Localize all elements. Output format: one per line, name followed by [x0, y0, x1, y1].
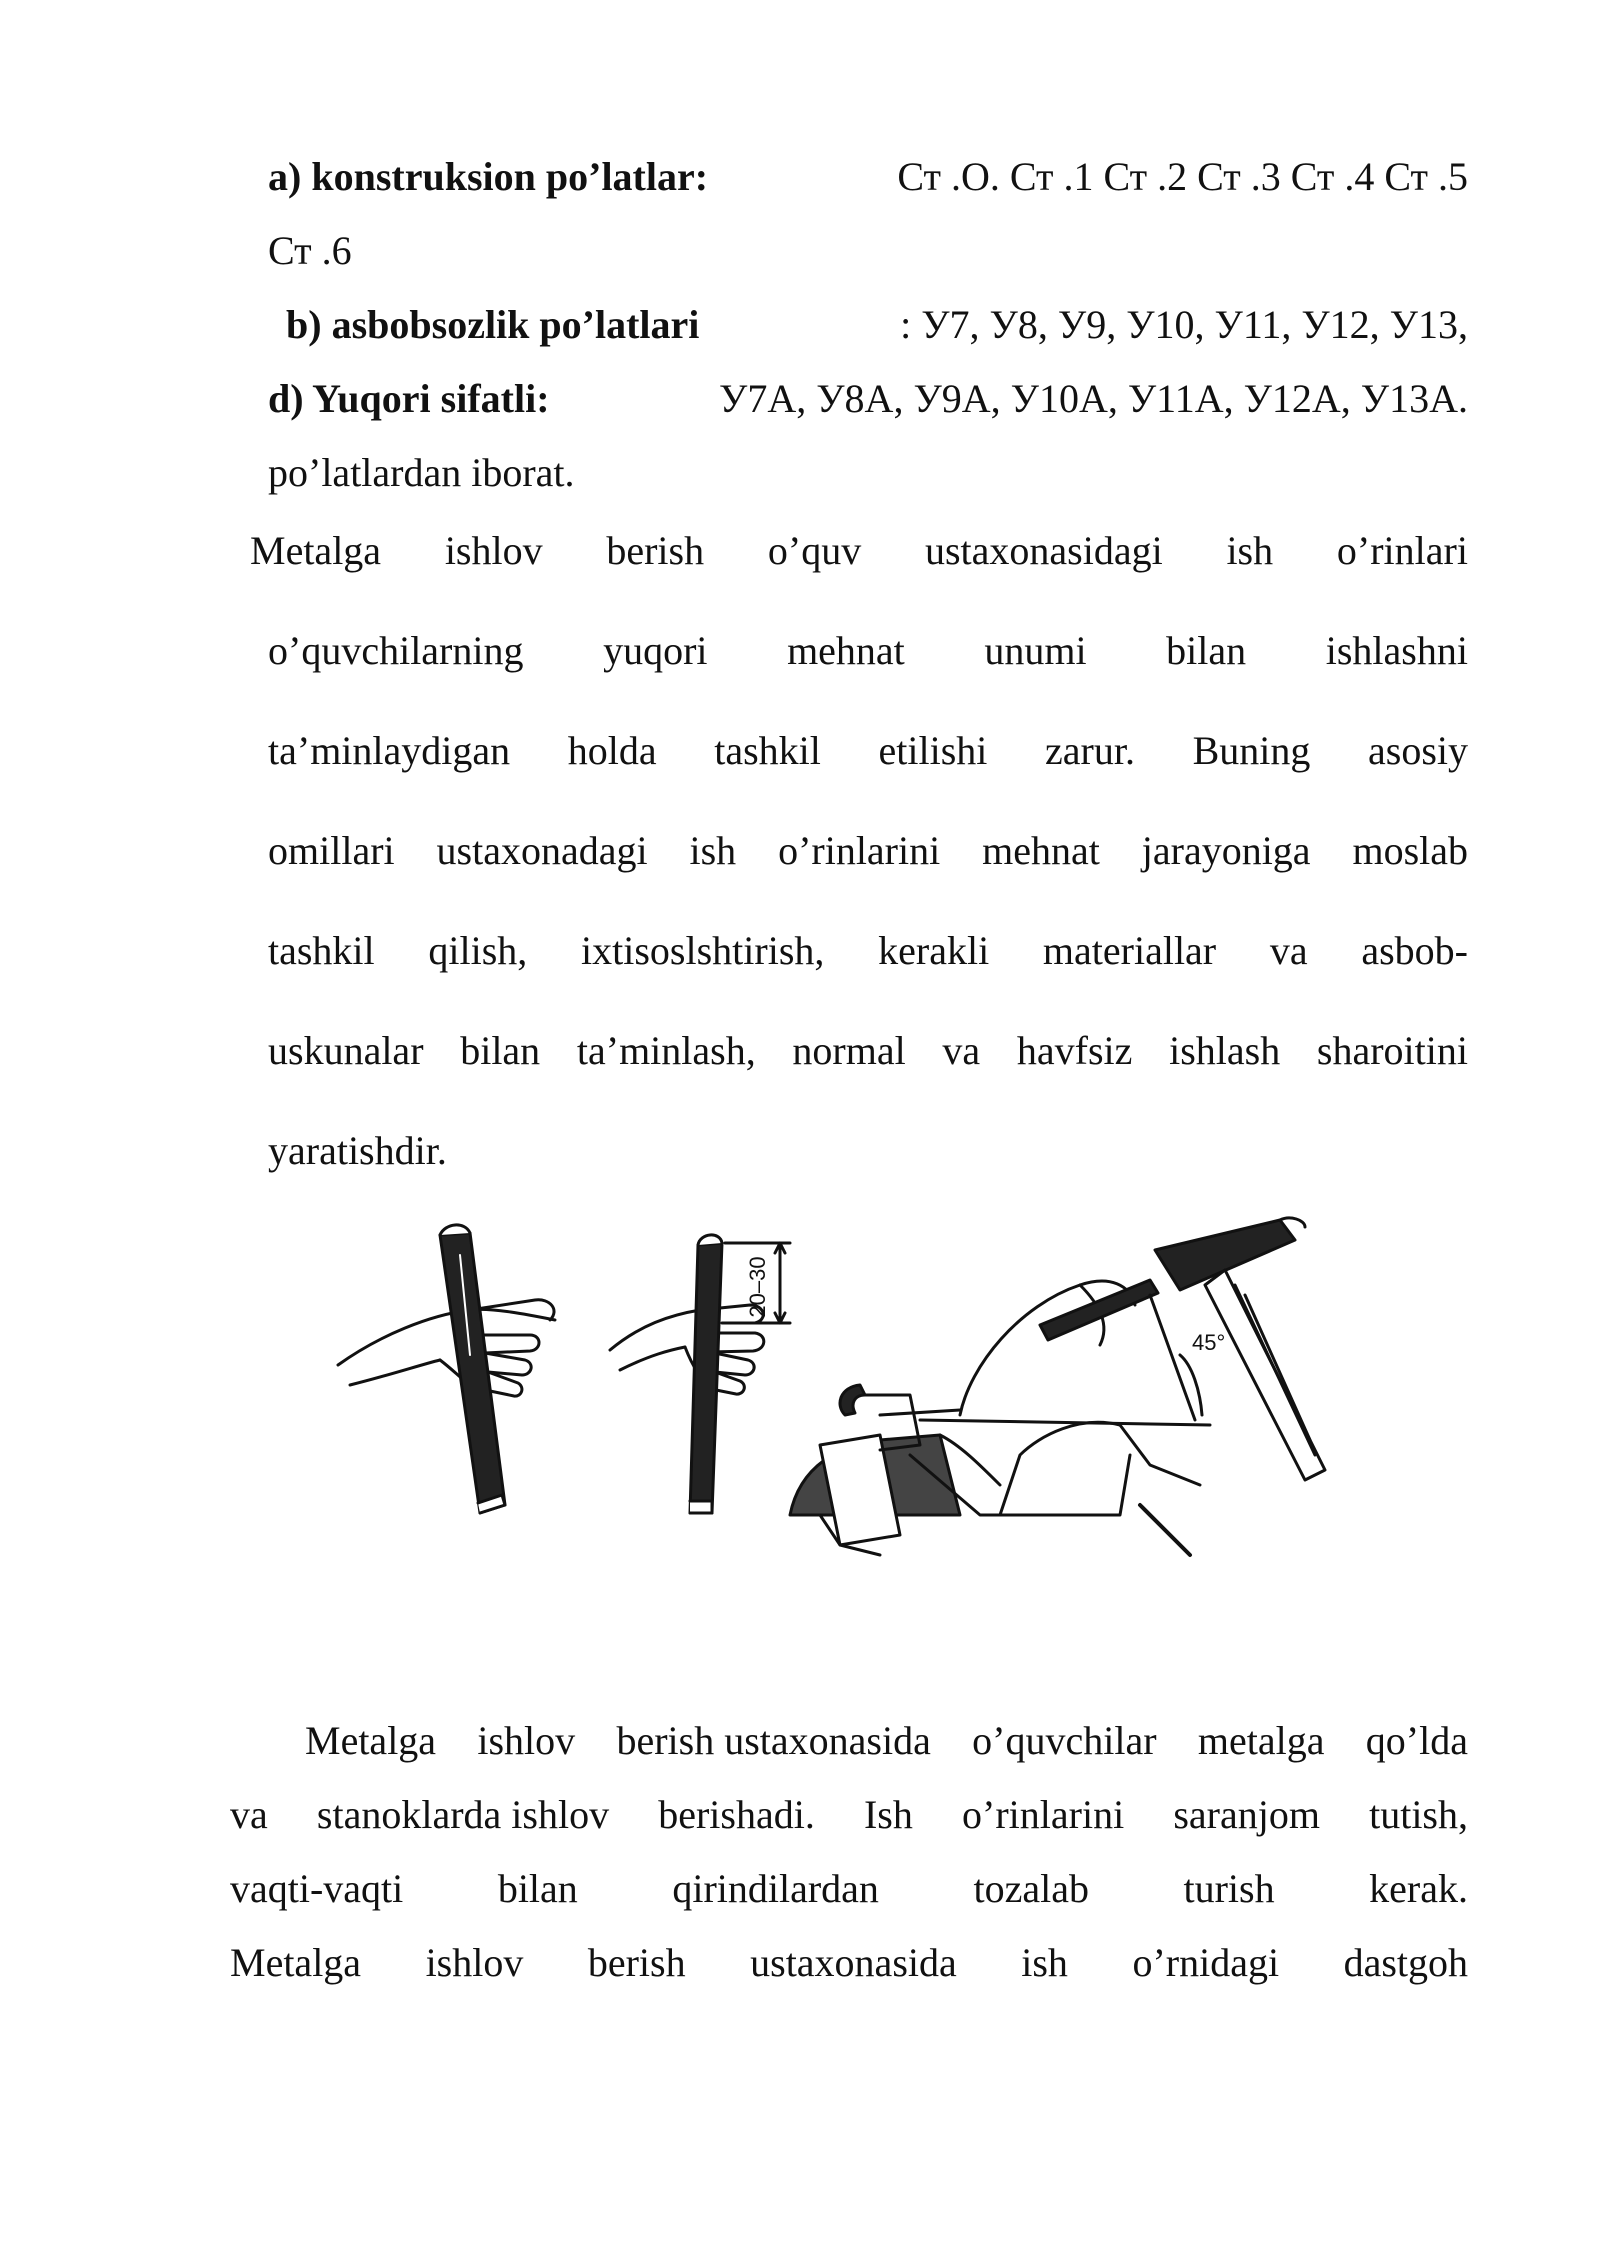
word: va [230, 1792, 268, 1837]
word: va [1269, 928, 1308, 973]
word: tashkil [714, 728, 821, 773]
word: metalga [1197, 1718, 1325, 1763]
list-d-label: d) Yuqori sifatli: [268, 376, 550, 421]
list-a-values: Ст .О. Ст .1 Ст .2 Ст .3 Ст .4 Ст .5 [897, 154, 1468, 199]
word: o’quvchilar [972, 1718, 1157, 1763]
word: o’quvchilarning [268, 628, 524, 673]
word: yuqori [603, 628, 708, 673]
list-b-label: b) asbobsozlik po’latlari [286, 302, 700, 347]
word: mehnat [982, 828, 1100, 873]
paragraph1-line-3 [268, 727, 1468, 775]
word: saranjom [1173, 1792, 1320, 1837]
list-item-d [268, 375, 1468, 423]
word: ishlov [444, 528, 543, 573]
word: ixtisoslshtirish, [581, 928, 825, 973]
word: unumi [984, 628, 1087, 673]
word: qirindilardan [672, 1866, 879, 1911]
word: moslab [1352, 828, 1468, 873]
word: o’quv [767, 528, 862, 573]
paragraph1-last-line: yaratishdir. [268, 1128, 447, 1173]
list-b-values: : У7, У8, У9, У10, У11, У12, У13, [900, 302, 1468, 347]
paragraph1-line-5 [268, 927, 1468, 975]
word: bilan [1166, 628, 1247, 673]
word: turish [1183, 1866, 1275, 1911]
word: ustaxonasida [750, 1940, 957, 1985]
angle-label: 45° [1192, 1330, 1226, 1355]
hand-chisel-icon [920, 1280, 1225, 1555]
paragraph2-line-3 [230, 1865, 1468, 1913]
dimension-label: 20–30 [745, 1256, 770, 1318]
word: normal [792, 1028, 906, 1073]
word: ish [1226, 528, 1274, 573]
word: sharoitini [1316, 1028, 1468, 1073]
word: asbob- [1361, 928, 1468, 973]
vise-icon [790, 1385, 1020, 1555]
word: omillari [268, 828, 395, 873]
paragraph1-line-2 [268, 627, 1468, 675]
word: berishadi. [658, 1792, 815, 1837]
paragraph1-line-6 [268, 1027, 1468, 1075]
word: ishlash [1169, 1028, 1281, 1073]
word: berish ustaxonasida [616, 1718, 931, 1763]
word: bilan [497, 1866, 578, 1911]
list-a-label: a) konstruksion po’latlar: [268, 154, 709, 199]
paragraph2-line-2 [230, 1791, 1468, 1839]
word: tutish, [1369, 1792, 1468, 1837]
word: ustaxonadagi [436, 828, 648, 873]
paragraph1-line-1 [250, 527, 1468, 575]
word: zarur. [1045, 728, 1135, 773]
list-d-values: У7А, У8А, У9А, У10А, У11А, У12А, У13А. [719, 376, 1468, 421]
word: berish [606, 528, 705, 573]
word: bilan [460, 1028, 541, 1073]
word: Metalga [250, 528, 382, 573]
word: ishlov [477, 1718, 576, 1763]
word: o’rinlarini [962, 1792, 1125, 1837]
word: kerak. [1369, 1866, 1468, 1911]
word: va [942, 1028, 981, 1073]
word: jarayoniga [1141, 828, 1311, 873]
hand-grip-1-icon [338, 1225, 555, 1513]
word: Metalga [305, 1718, 437, 1763]
word: etilishi [878, 728, 988, 773]
word: tozalab [973, 1866, 1089, 1911]
word: holda [567, 728, 657, 773]
paragraph2-line-4 [230, 1939, 1468, 1987]
word: ish [1021, 1940, 1068, 1985]
word: dastgoh [1343, 1940, 1468, 1985]
word: kerakli [878, 928, 990, 973]
word: ishlashni [1325, 628, 1468, 673]
word: Metalga [230, 1940, 362, 1985]
word: ish [689, 828, 737, 873]
chisel-illustration [320, 1215, 1340, 1595]
paragraph1-line-4 [268, 827, 1468, 875]
hand-grip-2-icon [610, 1235, 790, 1513]
word: stanoklarda ishlov [316, 1792, 610, 1837]
word: vaqti-vaqti [230, 1866, 404, 1911]
word: ta’minlaydigan [268, 728, 511, 773]
list-item-b [286, 301, 1468, 349]
word: ishlov [425, 1940, 524, 1985]
list-item-a [268, 153, 1468, 201]
word: qo’lda [1365, 1718, 1468, 1763]
word: Buning [1192, 728, 1311, 773]
word: tashkil [268, 928, 375, 973]
word: o’rinlarini [778, 828, 941, 873]
word: asosiy [1368, 728, 1468, 773]
word: uskunalar [268, 1028, 424, 1073]
word: qilish, [428, 928, 528, 973]
list-item-a-cont: Ст .6 [268, 228, 352, 273]
word: materiallar [1042, 928, 1217, 973]
list-tail: po’latlardan iborat. [268, 450, 575, 495]
word: ustaxonasidagi [924, 528, 1163, 573]
word: ta’minlash, [576, 1028, 756, 1073]
word: mehnat [787, 628, 905, 673]
word: havfsiz [1016, 1028, 1133, 1073]
word: o’rnidagi [1132, 1940, 1280, 1985]
hammer-icon [1155, 1218, 1325, 1480]
word: berish [587, 1940, 686, 1985]
word: o’rinlari [1336, 528, 1468, 573]
word: Ish [863, 1792, 913, 1837]
paragraph2-line-1 [305, 1717, 1468, 1765]
chisel-drawing [320, 1215, 1340, 1595]
